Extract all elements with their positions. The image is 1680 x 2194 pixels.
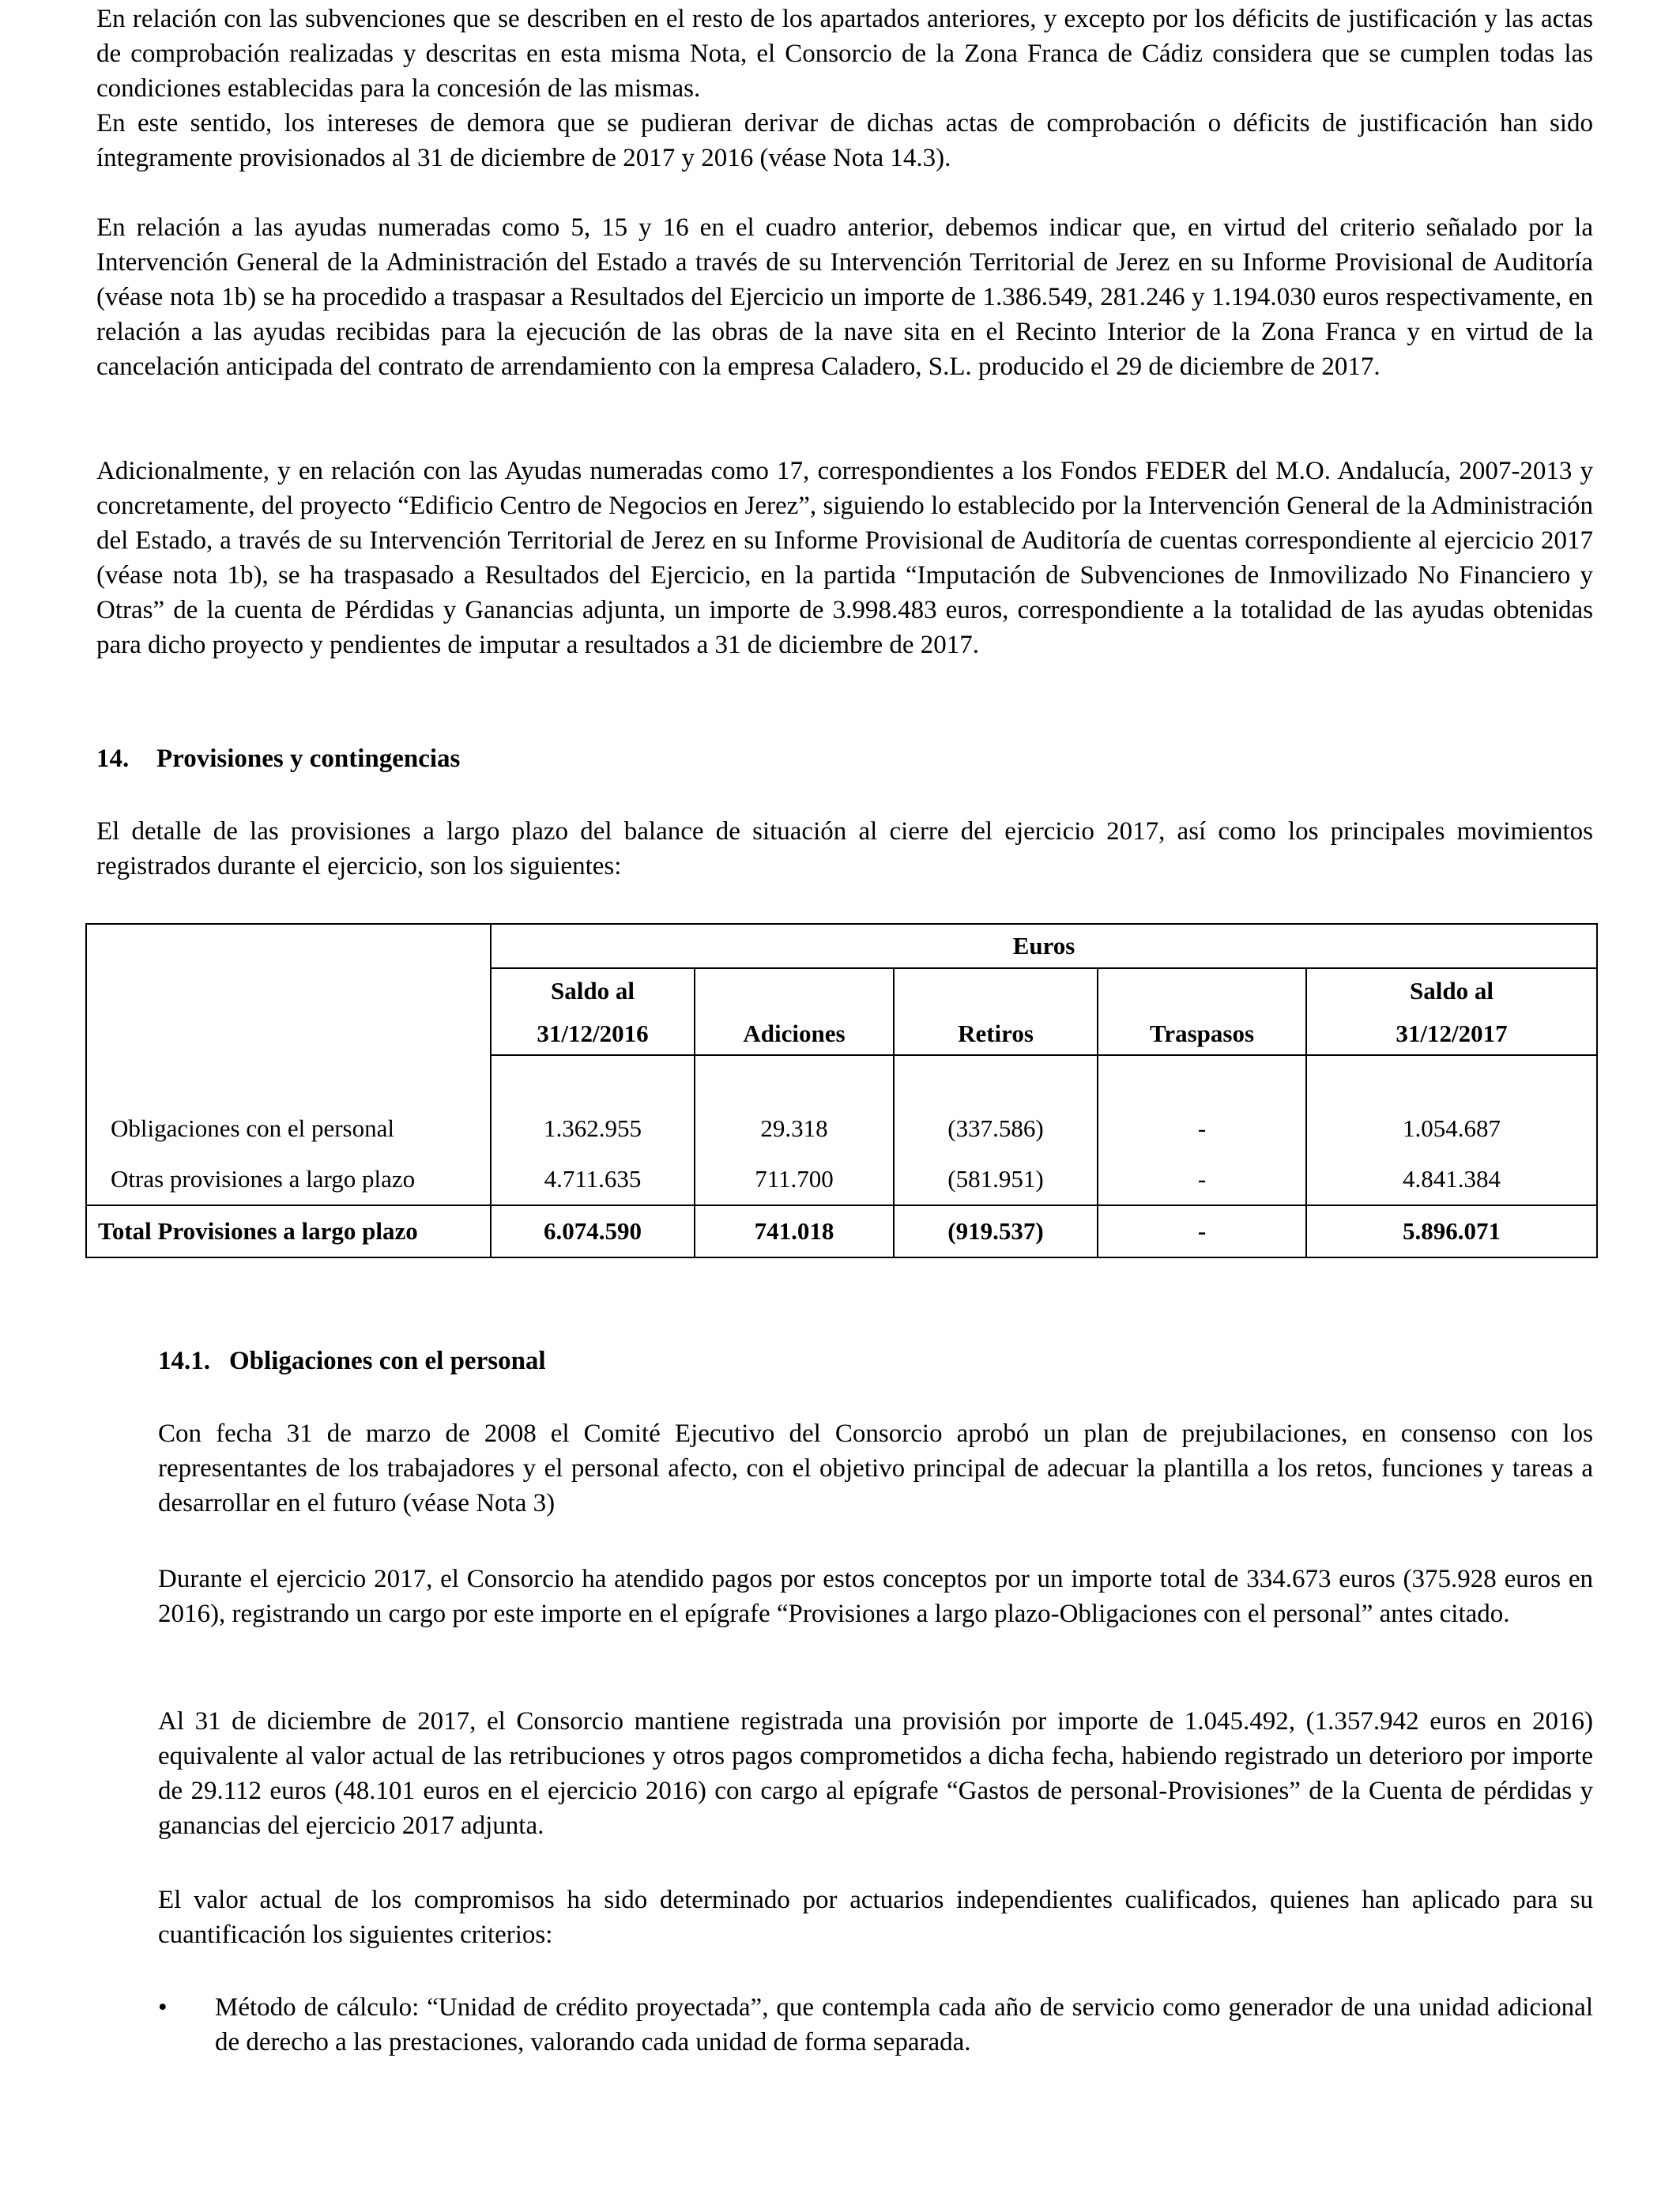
heading-number: 14. — [96, 745, 130, 773]
cell-value: 4.711.635 — [491, 1154, 695, 1205]
column-header: 31/12/2017 — [1306, 1013, 1597, 1055]
column-header: Retiros — [894, 1013, 1098, 1055]
paragraph-text: En este sentido, los intereses de demora que se pudieran derivar de dichas actas de comprobación o déficits de justificación han sido íntegramente provisionados al 31 de diciembre de 2017 y 2016 (véase Nota 14.3). — [96, 109, 1593, 172]
paragraph-subvenciones — [96, 2, 1593, 175]
paragraph-pagos-ejercicio — [158, 1562, 1593, 1631]
heading-title: Provisiones y contingencias — [156, 745, 461, 773]
column-header — [1098, 968, 1306, 1013]
table-corner-cell — [86, 924, 491, 1055]
cell-value: (581.951) — [894, 1154, 1098, 1205]
paragraph-plan-prejubilaciones — [158, 1416, 1593, 1521]
cell-value: (337.586) — [894, 1103, 1098, 1154]
table-row — [86, 1103, 1597, 1154]
column-header: Adiciones — [695, 1013, 894, 1055]
heading-title: Obligaciones con el personal — [229, 1347, 546, 1375]
paragraph-text: Adicionalmente, y en relación con las Ayudas numeradas como 17, correspondientes a los Fondos FEDER del M.O. Andalucía, 2007-2013 y concretamente, del proyecto “Edificio Centro de Negocios en Jerez”, siguiendo lo establecido por la Intervención General de la Administración del Estado, a través de su Intervención Territorial de Jerez en su Informe Provisional de Auditoría de cuentas correspondiente al ejercicio 2017 (véase nota 1b), se ha traspasado a Resultados del Ejercicio, en la partida “Imputación de Subvenciones de Inmovilizado No Financiero y Otras” de la cuenta de Pérdidas y Ganancias adjunta, un importe de 3.998.483 euros, correspondiente a la totalidad de las ayudas obtenidas para dicho proyecto y pendientes de imputar a resultados a 31 de diciembre de 2017. — [96, 457, 1593, 659]
paragraph-provision-registrada — [158, 1704, 1593, 1843]
cell-value: 6.074.590 — [491, 1205, 695, 1257]
provisions-table — [85, 923, 1598, 1258]
column-header: Saldo al — [491, 968, 695, 1013]
column-header: 31/12/2016 — [491, 1013, 695, 1055]
cell-value: 711.700 — [695, 1154, 894, 1205]
bullet-list-item — [158, 1990, 1593, 2060]
paragraph-text: El valor actual de los compromisos ha sido determinado por actuarios independientes cualificados, quienes han aplicado para su cuantificación los siguientes criterios: — [158, 1886, 1593, 1949]
row-label: Obligaciones con el personal — [86, 1103, 491, 1154]
paragraph-valor-actual — [158, 1883, 1593, 1952]
paragraph-ayudas-17 — [96, 454, 1593, 662]
paragraph-text: Durante el ejercicio 2017, el Consorcio ha atendido pagos por estos conceptos por un importe total de 334.673 euros (375.928 euros en 2016), registrando un cargo por este importe en el epígrafe “Provisiones a largo plazo-Obligaciones con el personal” antes citado. — [158, 1565, 1593, 1628]
cell-value: 1.054.687 — [1306, 1103, 1597, 1154]
paragraph-detalle-provisiones — [96, 814, 1593, 884]
cell-value: 29.318 — [695, 1103, 894, 1154]
table-currency-header: Euros — [491, 924, 1597, 968]
paragraph-text: El detalle de las provisiones a largo plazo del balance de situación al cierre del ejercicio 2017, así como los principales movimientos registrados durante el ejercicio, son los siguientes: — [96, 817, 1593, 880]
paragraph-ayudas-5-15-16 — [96, 210, 1593, 384]
paragraph-text: En relación a las ayudas numeradas como 5, 15 y 16 en el cuadro anterior, debemos indicar que, en virtud del criterio señalado por la Intervención General de la Administración del Estado a través de su Intervención Territorial de Jerez en su Informe Provisional de Auditoría (véase nota 1b) se ha procedido a traspasar a Resultados del Ejercicio un importe de 1.386.549, 281.246 y 1.194.030 euros respectivamente, en relación a las ayudas recibidas para la ejecución de las obras de la nave sita en el Recinto Interior de la Zona Franca y en virtud de la cancelación anticipada del contrato de arrendamiento con la empresa Caladero, S.L. producido el 29 de diciembre de 2017. — [96, 213, 1593, 381]
cell-value: 741.018 — [695, 1205, 894, 1257]
column-header: Saldo al — [1306, 968, 1597, 1013]
table-row — [86, 1154, 1597, 1205]
paragraph-text: Al 31 de diciembre de 2017, el Consorcio mantiene registrada una provisión por importe de 1.045.492, (1.357.942 euros en 2016) equivalente al valor actual de las retribuciones y otros pagos comprometidos a dicha fecha, habiendo registrado un deterioro por importe de 29.112 euros (48.101 euros en el ejercicio 2016) con cargo al epígrafe “Gastos de personal-Provisiones” de la Cuenta de pérdidas y ganancias del ejercicio 2017 adjunta. — [158, 1707, 1593, 1840]
heading-number: 14.1. — [158, 1347, 210, 1375]
column-header — [894, 968, 1098, 1013]
row-label: Total Provisiones a largo plazo — [86, 1205, 491, 1257]
row-label: Otras provisiones a largo plazo — [86, 1154, 491, 1205]
table-spacer-row — [86, 1055, 1597, 1103]
cell-value: 4.841.384 — [1306, 1154, 1597, 1205]
cell-value: - — [1098, 1154, 1306, 1205]
section-heading-14 — [96, 741, 460, 776]
table-header-row — [86, 924, 1597, 968]
cell-value: - — [1098, 1205, 1306, 1257]
cell-value: 1.362.955 — [491, 1103, 695, 1154]
table-total-row — [86, 1205, 1597, 1257]
paragraph-text: En relación con las subvenciones que se describen en el resto de los apartados anteriores, y excepto por los déficits de justificación y las actas de comprobación realizadas y descritas en esta misma Nota, el Consorcio de la Zona Franca de Cádiz considera que se cumplen todas las condiciones establecidas para la concesión de las mismas. — [96, 5, 1593, 103]
cell-value: (919.537) — [894, 1205, 1098, 1257]
cell-value: - — [1098, 1103, 1306, 1154]
cell-value: 5.896.071 — [1306, 1205, 1597, 1257]
bullet-icon: • — [158, 1993, 168, 2022]
section-heading-14-1 — [158, 1344, 546, 1378]
column-header: Traspasos — [1098, 1013, 1306, 1055]
paragraph-text: Con fecha 31 de marzo de 2008 el Comité Ejecutivo del Consorcio aprobó un plan de prejubilaciones, en consenso con los representantes de los trabajadores y el personal afecto, con el objetivo principal de adecuar la plantilla a los retos, funciones y tareas a desarrollar en el futuro (véase Nota 3) — [158, 1419, 1593, 1517]
column-header — [695, 968, 894, 1013]
bullet-text: Método de cálculo: “Unidad de crédito proyectada”, que contempla cada año de servicio como generador de una unidad adicional de derecho a las prestaciones, valorando cada unidad de forma separada. — [215, 1993, 1593, 2056]
